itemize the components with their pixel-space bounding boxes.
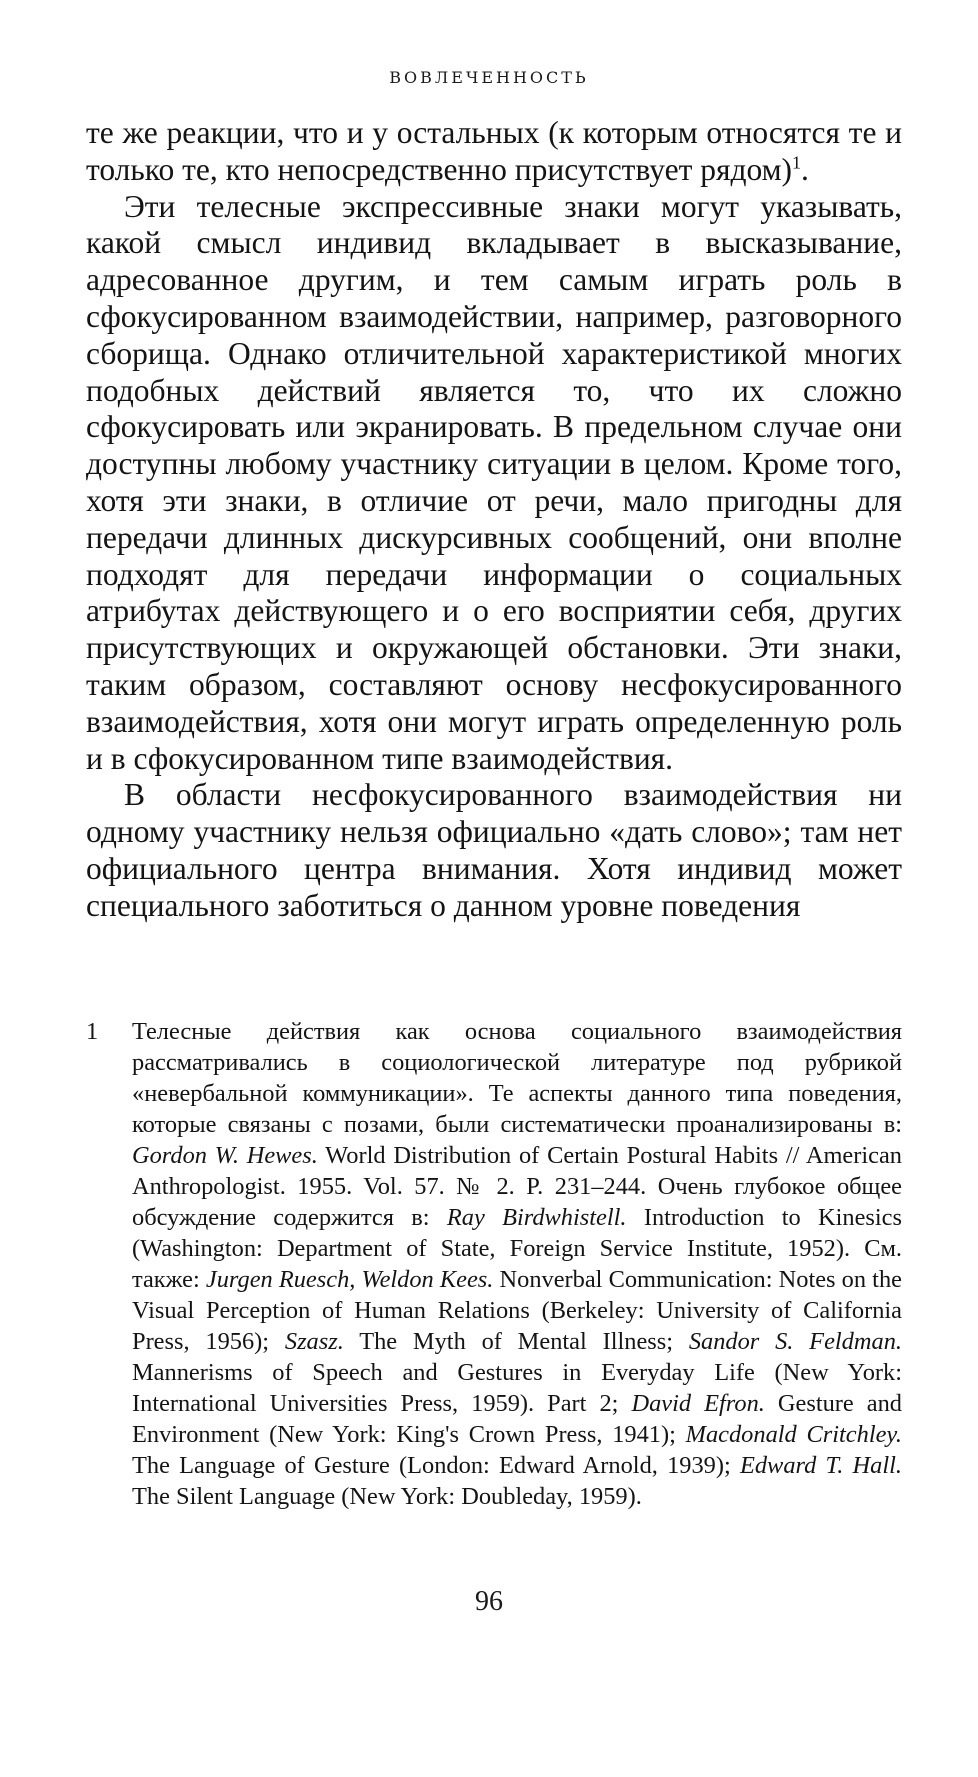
paragraph-2: Эти телесные экспрессивные знаки могут указывать, какой смысл индивид вкладывает в высказывание, адресованное другим, и тем самым играть роль в сфокусированном взаимодействии, например, разговорного сборища. Однако отличительной характеристикой многих подобных действий является то, что их сложно сфокусировать или экранировать. В предельном случае они доступны любому участнику ситуации в целом. Кроме того, хотя эти знаки, в отличие от речи, мало пригодны для передачи длинных дискурсивных сообщений, они вполне подходят для передачи информации о социальных атрибутах действующего и о его восприятии себя, других присутствующих и окружающей обстановки. Эти знаки, таким образом, составляют основу несфокусированного взаимодействия, хотя они могут играть определенную роль и в сфокусированном типе взаимодействия. (86, 188, 902, 776)
paragraph-1-end: . (801, 151, 809, 187)
footnote-author: Sandor S. Feldman. (688, 1328, 902, 1355)
footnote-author: Edward T. Hall. (739, 1452, 902, 1479)
footnote-author: Macdonald Critchley. (685, 1421, 902, 1448)
footnote-segment: The Silent Language (New York: Doubleday, 1959). (132, 1483, 642, 1510)
footnote-segment: Телесные действия как основа социального взаимодействия рассматривались в социологической литературе под рубрикой «невербальной коммуникации». Те аспекты данного типа поведения, которые связаны с позами, были систематически проанализированы в: (132, 1018, 902, 1138)
footnote-author: Szasz. (284, 1328, 344, 1355)
footnote-segment: Mannerisms of Speech and Gestures in Everyday Life (New York: International Universities Press, 1959). Part 2; (132, 1359, 902, 1417)
footnote-number: 1 (86, 1018, 99, 1045)
footnote (86, 1016, 902, 1512)
footnote-author: Jurgen Ruesch, Weldon Kees. (205, 1266, 494, 1293)
page-number: 96 (475, 1586, 503, 1617)
footnote-segment: The Language of Gesture (London: Edward Arnold, 1939); (132, 1452, 740, 1479)
main-text (86, 115, 902, 925)
footnote-reference[interactable]: 1 (792, 152, 802, 173)
running-head: ВОВЛЕЧЕННОСТЬ (389, 68, 589, 87)
footnote-author: Ray Birdwhistell. (446, 1204, 627, 1231)
paragraph-1 (86, 115, 902, 189)
footnote-segment: Introduction to Kinesics (Washington: Department of State, Foreign Service Institute, 1952). См. также: (132, 1204, 902, 1293)
footnote-segment: Gesture and Environment (New York: King's Crown Press, 1941); (132, 1390, 902, 1448)
footnote-segment: Nonverbal Communication: Notes on the Visual Perception of Human Relations (Berkeley: University of California Press, 1956); (132, 1266, 902, 1355)
footnote-text (132, 1016, 902, 1512)
footnote-segment: World Distribution of Certain Postural Habits // American Anthropologist. 1955. Vol. 57. № 2. P. 231–244. Очень глубокое общее обсуждение содержится в: (132, 1142, 902, 1231)
footnote-segment: The Myth of Mental Illness; (343, 1328, 689, 1355)
paragraph-1-text: те же реакции, что и у остальных (к которым относятся те и только те, кто непосредственно присутствует рядом) (86, 115, 902, 187)
footnote-author: Gordon W. Hewes. (132, 1142, 318, 1169)
paragraph-3: В области несфокусированного взаимодействия ни одному участнику нельзя официально «дать слово»; там нет официального центра внимания. Хотя индивид может специального заботиться о данном уровне поведения (86, 777, 902, 923)
footnote-author: David Efron. (631, 1390, 765, 1417)
